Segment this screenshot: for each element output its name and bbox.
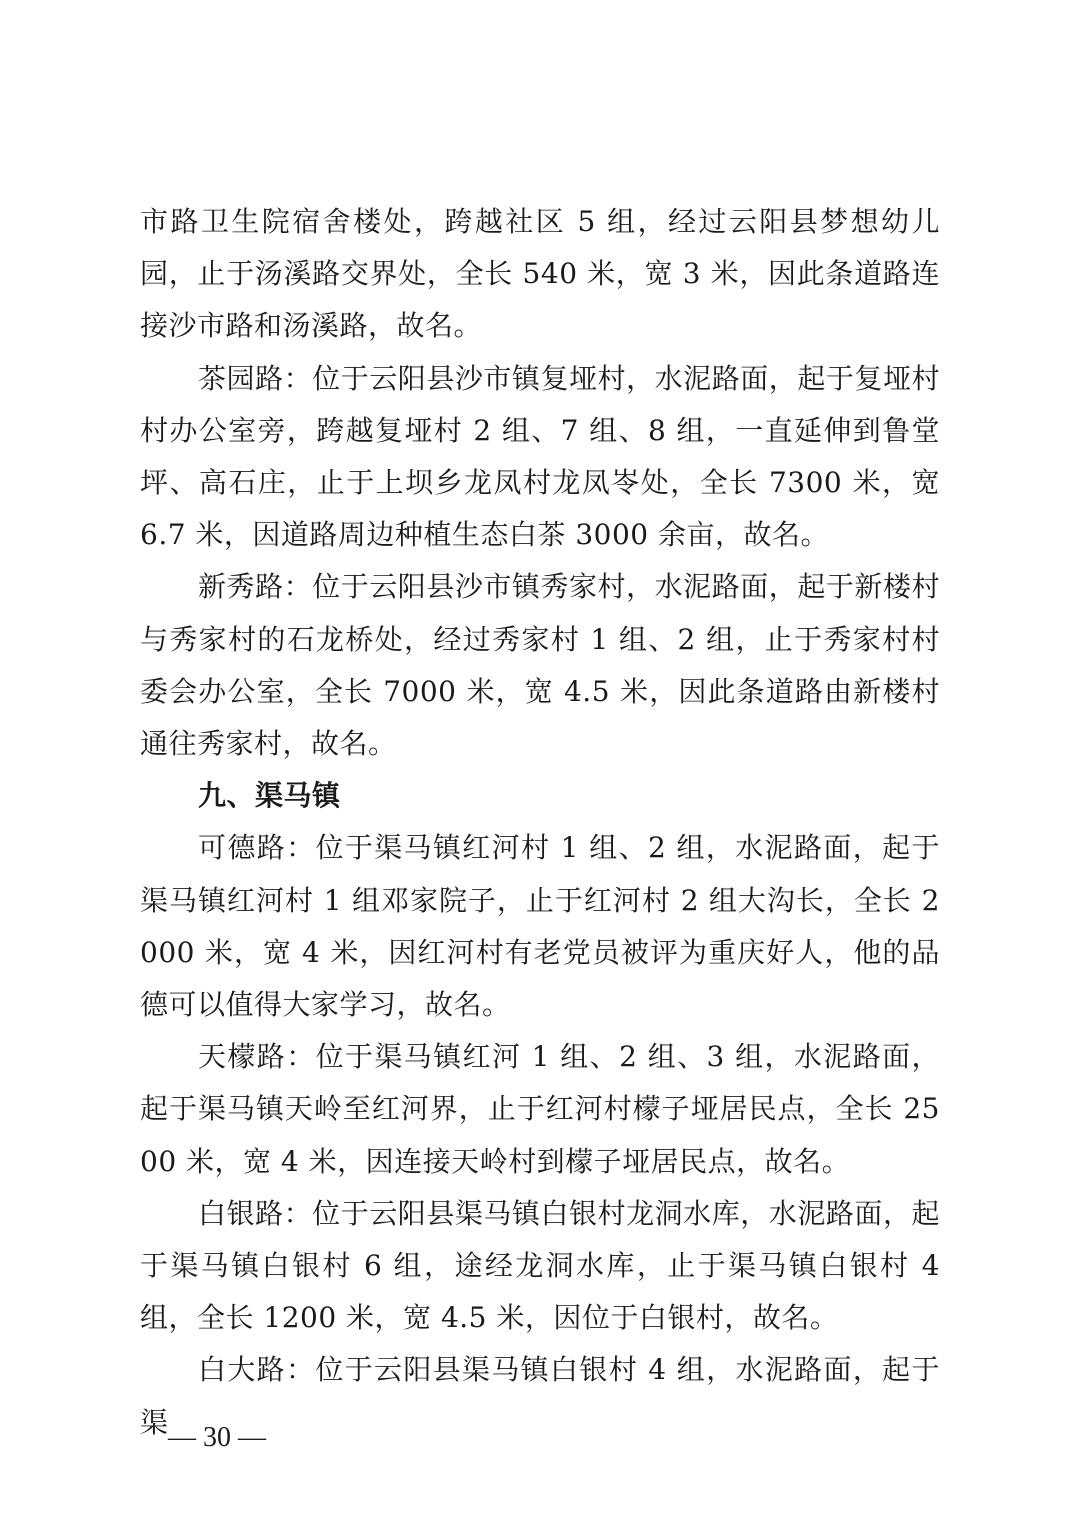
paragraph-kede-road: 可德路：位于渠马镇红河村 1 组、2 组，水泥路面，起于渠马镇红河村 1 组邓家院子，止于红河村 2 组大沟长，全长 2000 米，宽 4 米，因红河村有老党员被评为重庆好人，他的品德可以值得大家学习，故名。 — [140, 831, 940, 1022]
paragraph-chayuan-road: 茶园路：位于云阳县沙市镇复垭村，水泥路面，起于复垭村村办公室旁，跨越复垭村 2 组、7 组、8 组，一直延伸到鲁堂坪、高石庄，止于上坝乡龙凤村龙凤岺处，全长 7300 米，宽 6.7 米，因道路周边种植生态白茶 3000 余亩，故名。 — [140, 361, 940, 552]
document-body — [140, 196, 940, 1449]
paragraph-baiyin-road: 白银路：位于云阳县渠马镇白银村龙洞水库，水泥路面，起于渠马镇白银村 6 组，途经龙洞水库，止于渠马镇白银村 4 组，全长 1200 米，宽 4.5 米，因位于白银村，故名。 — [140, 1196, 940, 1335]
paragraph-tianmeng-road: 天檬路：位于渠马镇红河 1 组、2 组、3 组，水泥路面，起于渠马镇天岭至红河界，止于红河村檬子垭居民点，全长 2500 米，宽 4 米，因连接天岭村到檬子垭居民点，故名。 — [140, 1040, 940, 1178]
paragraph-shashi-road-continued: 市路卫生院宿舍楼处，跨越社区 5 组，经过云阳县梦想幼儿园，止于汤溪路交界处，全长 540 米，宽 3 米，因此条道路连接沙市路和汤溪路，故名。 — [140, 205, 940, 343]
paragraph-baida-road: 白大路：位于云阳县渠马镇白银村 4 组，水泥路面，起于渠 — [140, 1353, 940, 1439]
section-heading-quma-town: 九、渠马镇 — [198, 779, 341, 813]
page-number: — 30 — — [168, 1422, 266, 1453]
paragraph-xinxiu-road: 新秀路：位于云阳县沙市镇秀家村，水泥路面，起于新楼村与秀家村的石龙桥处，经过秀家村 1 组、2 组，止于秀家村村委会办公室，全长 7000 米，宽 4.5 米，因此条道路由新楼村通往秀家村，故名。 — [140, 570, 940, 761]
